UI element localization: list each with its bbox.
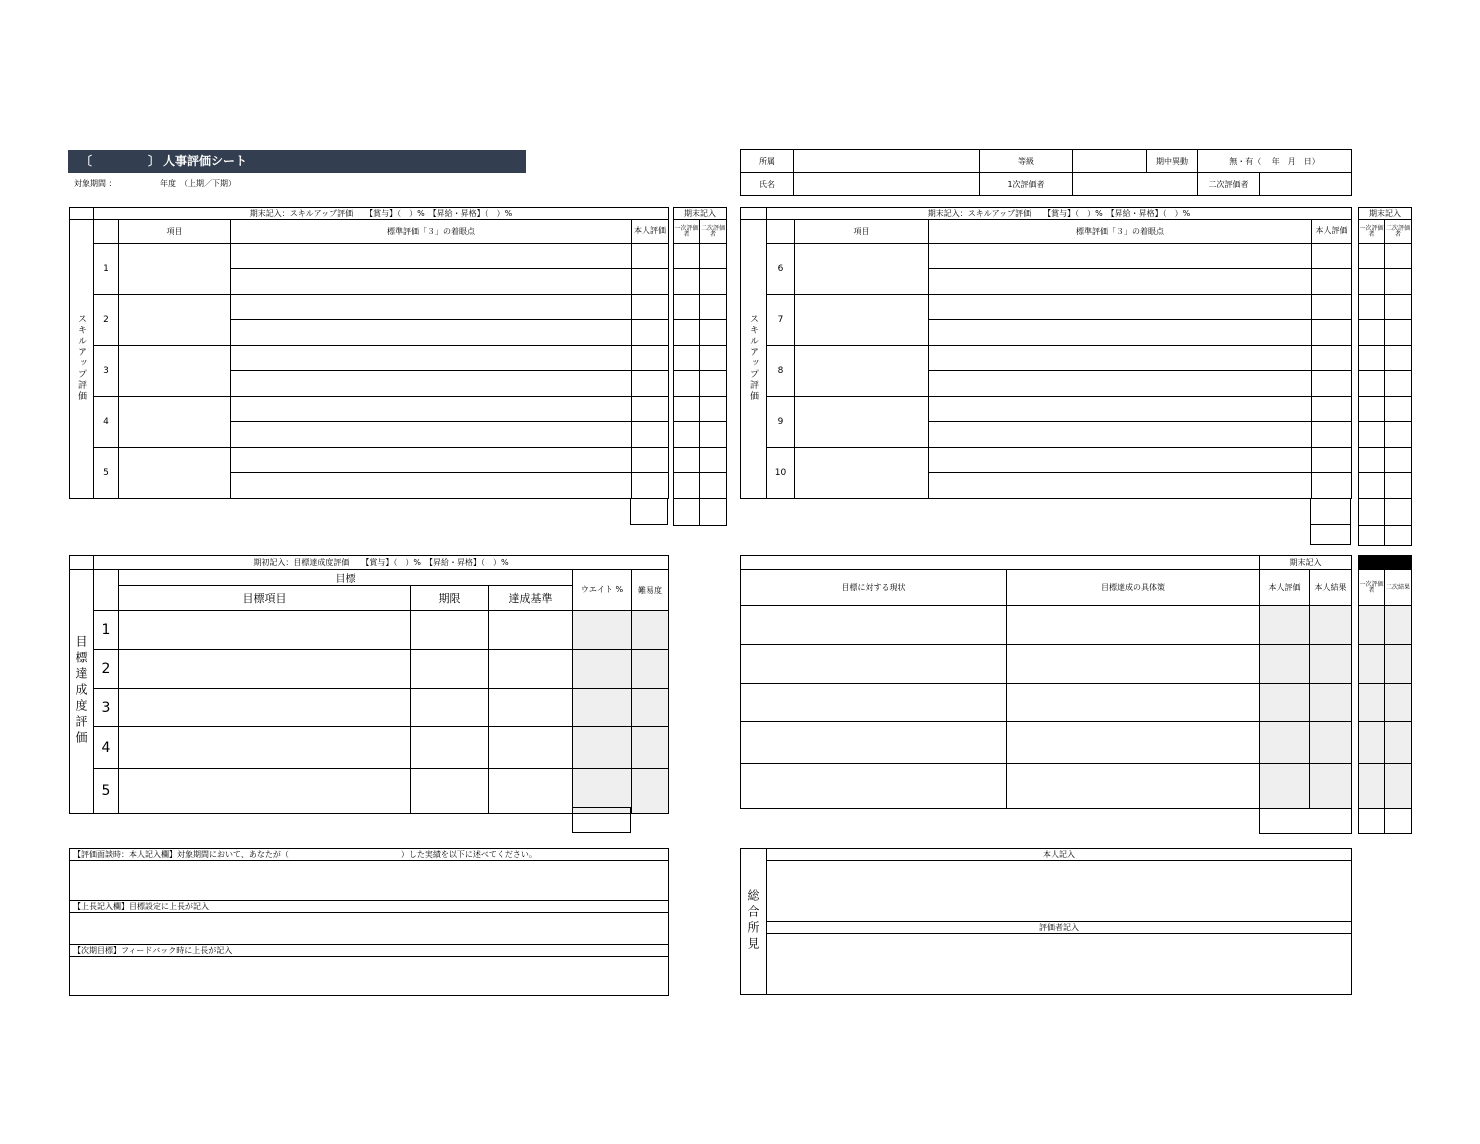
comment-next-label: 【次期目標】フィードバック時に上長が記入 [70,945,669,957]
skill-item-cell[interactable] [119,295,231,346]
skill-item-cell[interactable] [119,448,231,499]
goal-weight-total[interactable] [572,807,631,833]
skill-left-side-header: 期末記入 [674,208,727,220]
skill-right-self-total-1[interactable] [1310,498,1351,525]
sheet-title-bar [68,150,526,173]
skill-right-col-self: 本人評価 [1312,220,1352,244]
skill-row-num: 10 [767,448,795,499]
rater2-label: 二次評価者 [1198,173,1260,196]
name-label: 氏名 [741,173,794,196]
dept-field[interactable] [794,150,980,173]
comment-self-label: 【評価面談時：本人記入欄】対象期間において、あなたが（ ）した実績を以下に述べてください。 [70,849,669,861]
skill-row-num: 2 [94,295,119,346]
overall-self-field[interactable] [767,861,1352,922]
grade-label: 等級 [980,150,1073,173]
skill-left-col-self: 本人評価 [632,220,669,244]
skill-right-self-total-2[interactable] [1310,524,1351,545]
rater2-field[interactable] [1260,173,1352,196]
goal-col-self-eval: 本人評価 [1260,570,1310,606]
overall-table [740,848,1352,995]
skill-item-cell[interactable] [119,346,231,397]
skill-item-cell[interactable] [795,346,929,397]
skill-item-cell[interactable] [119,397,231,448]
skill-right-side-header: 期末記入 [1359,208,1412,220]
goal-right-rater-table [1358,555,1412,834]
goal-row-num: 3 [94,689,119,727]
skill-table-left [69,207,669,499]
bracket-open: 〔 [80,154,93,168]
goal-col-item: 目標項目 [119,586,411,611]
goal-row-num: 4 [94,727,119,769]
skill-row-num: 1 [94,244,119,295]
skill-right-col-r1: 一次評価者 [1359,220,1385,244]
goal-col-criteria: 達成基準 [489,586,573,611]
skill-row-num: 9 [767,397,795,448]
skill-left-col-r1: 一次評価者 [674,220,700,244]
comment-boss-label: 【上長記入欄】目標設定に上長が記入 [70,901,669,913]
skill-left-col-point: 標準評価「３」の着眼点 [231,220,632,244]
goal-right-side-header: 期末記入 [1260,556,1352,570]
goal-left-header: 期初記入：目標達成度評価 【賞与】（ ）% 【昇給・昇格】（ ）% [94,556,669,570]
goal-row-num: 5 [94,769,119,814]
comment-self-field[interactable] [70,861,669,901]
employee-info-table [740,149,1352,196]
goal-left-section: 目標達成度評価 [74,634,88,747]
bracket-close: 〕 [148,154,161,168]
goal-col-deadline: 期限 [411,586,489,611]
grade-field[interactable] [1073,150,1147,173]
overall-rater-label: 評価者記入 [767,922,1352,934]
skill-right-section: スキルアップ評価 [748,314,758,402]
goal-col-measure: 目標達成の具体策 [1007,570,1260,606]
skill-row-num: 4 [94,397,119,448]
goal-col-self-result: 本人結果 [1310,570,1352,606]
skill-left-col-r2: 二次評価者 [700,220,727,244]
goal-col-goal: 目標 [119,570,573,586]
comments-table [69,848,669,996]
overall-rater-field[interactable] [767,934,1352,995]
skill-row-num: 8 [767,346,795,397]
goal-row-num: 1 [94,611,119,650]
skill-right-rater-table [1358,207,1412,546]
comment-boss-field[interactable] [70,913,669,945]
skill-item-cell[interactable] [119,244,231,295]
skill-item-cell[interactable] [795,448,929,499]
comment-next-field[interactable] [70,957,669,996]
goal-row-num: 2 [94,650,119,689]
goal-col-r1: 一次評価者 [1359,570,1385,606]
transfer-label: 期中異動 [1147,150,1198,173]
goal-col-difficulty: 難易度 [632,570,669,611]
skill-row-num: 3 [94,346,119,397]
skill-left-section: スキルアップ評価 [76,314,86,402]
skill-row-num: 6 [767,244,795,295]
skill-right-col-item: 項目 [795,220,929,244]
skill-item-cell[interactable] [795,397,929,448]
name-field[interactable] [794,173,980,196]
skill-left-self-total[interactable] [630,498,668,525]
skill-left-col-item: 項目 [119,220,231,244]
skill-row-num: 5 [94,448,119,499]
transfer-field[interactable]: 無・有（ 年 月 日） [1198,150,1352,173]
rater1-field[interactable] [1073,173,1198,196]
period-value: 年度 （上期／下期） [160,179,236,188]
period-label: 対象期間 ： [74,179,117,188]
overall-self-label: 本人記入 [767,849,1352,861]
skill-item-cell[interactable] [795,295,929,346]
skill-right-col-r2: 二次評価者 [1385,220,1412,244]
skill-right-header: 期末記入：スキルアップ評価 【賞与】（ ）% 【昇給・昇格】（ ）% [767,208,1352,220]
skill-item-cell[interactable] [795,244,929,295]
sheet-title: 人事評価シート [163,154,248,168]
goal-table-right [740,555,1352,834]
skill-table-right [740,207,1352,499]
skill-row-num: 7 [767,295,795,346]
rater1-label: 1次評価者 [980,173,1073,196]
dept-label: 所属 [741,150,794,173]
goal-col-status: 目標に対する現状 [741,570,1007,606]
skill-left-rater-table [673,207,727,526]
overall-section: 総合所見 [746,888,760,953]
goal-col-weight: ウエイト % [573,570,632,611]
goal-col-r2: 二次結果 [1385,570,1412,606]
goal-table-left [69,555,669,814]
skill-left-header: 期末記入：スキルアップ評価 【賞与】（ ）% 【昇給・昇格】（ ）% [94,208,669,220]
skill-right-col-point: 標準評価「３」の着眼点 [929,220,1312,244]
